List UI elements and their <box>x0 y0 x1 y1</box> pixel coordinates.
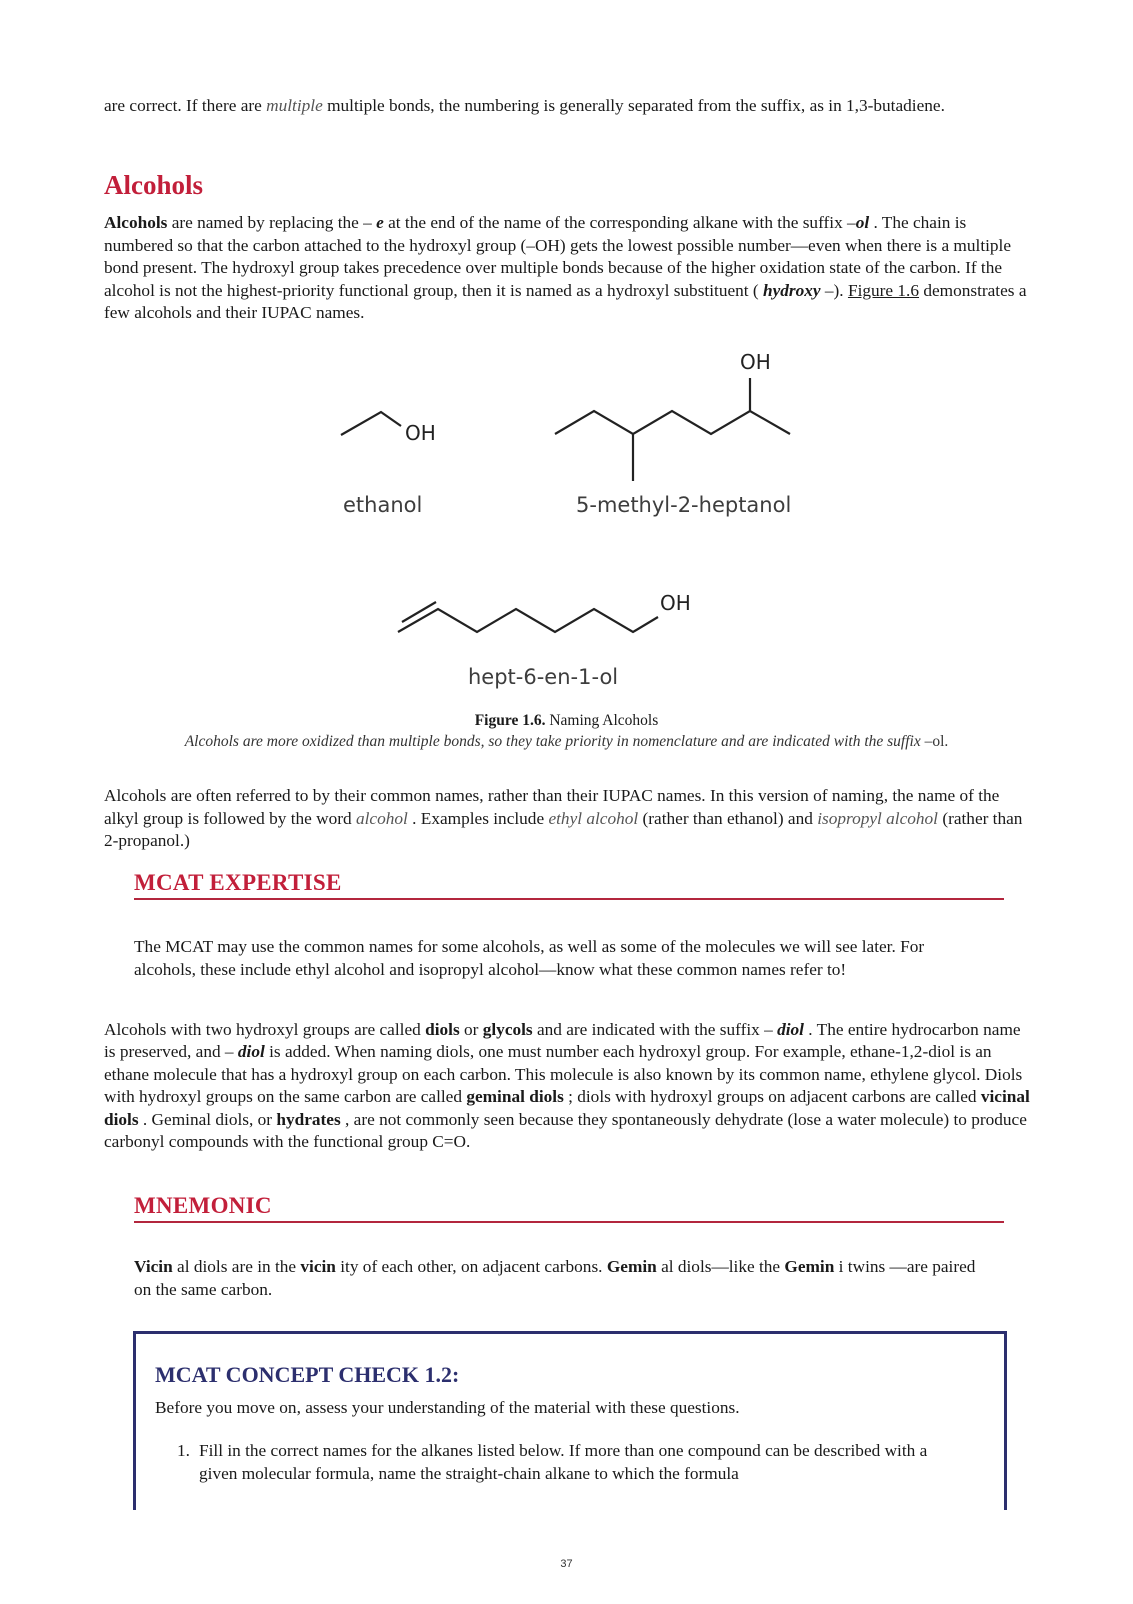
figure-title: Naming Alcohols <box>545 712 659 729</box>
heptenol-oh-label: OH <box>660 591 691 615</box>
term-alcohol: alcohol <box>355 808 408 828</box>
para1-text-4: –). <box>820 280 848 300</box>
para3-text-7: . Geminal diols, or <box>138 1109 277 1129</box>
methylheptanol-name: 5-methyl-2-heptanol <box>576 493 792 517</box>
heptenol-name: hept-6-en-1-ol <box>468 665 619 689</box>
figure-1-6-link[interactable]: Figure 1.6 <box>847 280 919 300</box>
term-hydrates: hydrates <box>276 1109 341 1129</box>
ethanol-structure <box>341 412 401 435</box>
section-title: Alcohols <box>104 170 204 200</box>
intro-text-1: are correct. If there are <box>104 96 267 115</box>
mcat-expertise-heading: MCAT EXPERTISE <box>134 870 1004 900</box>
para3-text-8: , are not commonly seen because they spontaneously dehydrate (lose a water molecule) to produce carbonyl compounds with the functional group C=O. <box>104 1109 1027 1152</box>
term-glycols: glycols <box>482 1020 533 1039</box>
methylheptanol-structure <box>555 378 790 481</box>
figure-caption-text: Alcohols are more oxidized than multiple bonds, so they take priority in nomenclature and are indicated with the suffix <box>184 733 925 750</box>
question-number: 1. <box>177 1441 190 1460</box>
para3-text-3: and are indicated with the suffix – <box>532 1020 778 1039</box>
concept-check-intro: Before you move on, assess your understanding of the material with these questions. <box>155 1398 740 1417</box>
suffix-ol: ol <box>855 213 870 232</box>
mnemonic-text-2: ity of each other, on adjacent carbons. <box>335 1257 607 1276</box>
figure-label: Figure 1.6. <box>474 712 546 729</box>
common-names-paragraph <box>104 785 1034 853</box>
intro-paragraph <box>104 95 1034 118</box>
mnemonic-bold-1: Vicin <box>134 1257 173 1276</box>
intro-text-2: multiple bonds, the numbering is generally separated from the suffix, as in 1,3-butadiene. <box>322 96 945 115</box>
methylheptanol-chain <box>555 411 790 434</box>
para3-text-1: Alcohols with two hydroxyl groups are called <box>104 1020 426 1039</box>
para3-text-4: . The entire hydrocarbon name is preserved, and – <box>104 1020 1021 1062</box>
term-vicinal-diols: vicinal diols <box>104 1087 1030 1129</box>
para2-text-4: (rather than 2-propanol.) <box>104 808 1023 851</box>
para1-text-1: are named by replacing the – <box>167 213 377 232</box>
diols-paragraph <box>104 1019 1034 1153</box>
ethanol-oh-label: OH <box>405 421 436 445</box>
term-isopropyl-alcohol: isopropyl alcohol <box>817 808 938 828</box>
mcat-expertise-body: The MCAT may use the common names for some alcohols, as well as some of the molecules we will see later. For alcohols, these include ethyl alcohol and isopropyl alcohol—know what these common names refer to! <box>134 937 925 979</box>
page-number: 37 <box>560 1558 573 1570</box>
para1-text-5: demonstrates a few alcohols and their IUPAC names. <box>104 280 1027 323</box>
term-ethyl-alcohol: ethyl alcohol <box>548 808 639 828</box>
concept-check-title: MCAT CONCEPT CHECK 1.2: <box>155 1362 460 1387</box>
mnemonic-heading: MNEMONIC <box>134 1193 1004 1223</box>
figure-caption-title <box>0 712 1133 730</box>
para1-text-3: . The chain is numbered so that the carbon attached to the hydroxyl group (–OH) gets the lowest possible number—even when there is a multiple bond present. The hydroxyl group takes precedence over multiple bonds because of the higher oxidation state of the carbon. If the alcohol is not the highest-priority functional group, then it is named as a hydroxyl substituent ( <box>104 213 1012 300</box>
para3-text-6: ; diols with hydroxyl groups on adjacent carbons are called <box>563 1087 981 1107</box>
mnemonic-body <box>134 1255 984 1301</box>
mnemonic-text-1: al diols are in the <box>172 1257 301 1276</box>
figure-caption-suffix: –ol. <box>924 733 949 750</box>
figure-caption <box>0 733 1133 751</box>
mnemonic-text-4: i twins —are paired on the same carbon. <box>134 1257 976 1299</box>
mnemonic-bold-3: Gemin <box>606 1257 657 1276</box>
mnemonic-bold-4: Gemin <box>784 1257 835 1276</box>
mnemonic-bold-2: vicin <box>300 1257 336 1276</box>
alcohols-paragraph <box>104 212 1034 325</box>
suffix-e: e <box>376 213 384 232</box>
intro-emphasis: multiple <box>266 96 323 115</box>
para1-text-2: at the end of the name of the corresponding alkane with the suffix – <box>383 213 856 232</box>
question-text: Fill in the correct names for the alkanes listed below. If more than one compound can be described with a given molecular formula, name the straight-chain alkane to which the formula <box>199 1441 928 1483</box>
term-diols: diols <box>425 1020 460 1039</box>
suffix-diol: diol <box>777 1020 804 1039</box>
para2-text-2: . Examples include <box>407 808 549 828</box>
ethanol-name: ethanol <box>343 493 423 517</box>
mnemonic-text-3: al diols—like the <box>656 1257 785 1276</box>
ethanol-bonds <box>341 412 401 435</box>
para2-text-3: (rather than ethanol) and <box>638 808 818 828</box>
prefix-hydroxy: hydroxy <box>762 280 821 300</box>
para3-text-2: or <box>459 1020 483 1039</box>
para3-text-5: is added. When naming diols, one must number each hydroxyl group. For example, ethane-1,2-diol is an ethane molecule that has a hydroxyl group on each carbon. This molecule is also known by its common name, ethylene glycol. Diols with hydroxyl groups on the same carbon are called <box>104 1042 1023 1107</box>
para2-text-1: Alcohols are often referred to by their common names, rather than their IUPAC names. In this version of naming, the name of the alkyl group is followed by the word <box>104 786 1000 828</box>
heptenol-chain <box>398 609 658 632</box>
methylheptanol-oh-label: OH <box>740 350 771 374</box>
heptenol-structure <box>398 602 658 632</box>
term-geminal-diols: geminal diols <box>466 1087 564 1107</box>
term-alcohols: Alcohols <box>104 213 168 232</box>
figure-1-6-structures <box>0 340 1133 700</box>
suffix-diol-2: diol <box>237 1042 265 1062</box>
concept-check-question <box>177 1440 957 1485</box>
